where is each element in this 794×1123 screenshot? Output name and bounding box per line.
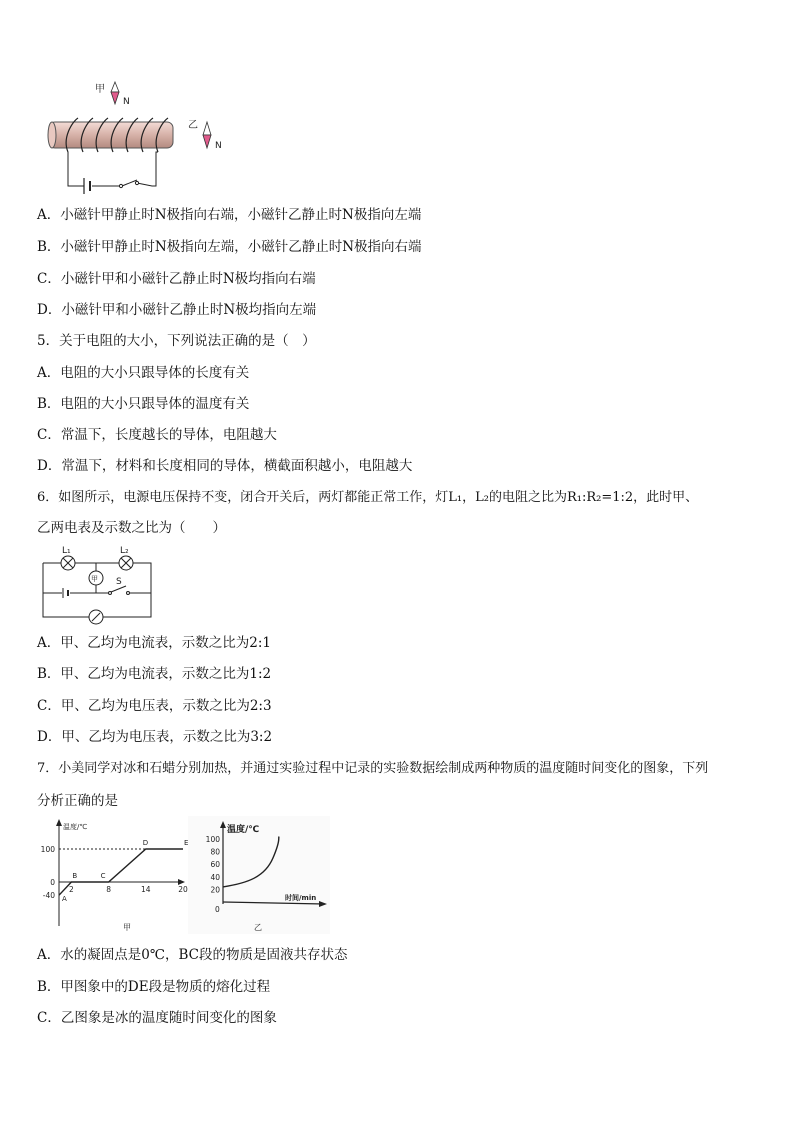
y-axis-label: 温度/℃ [227, 825, 260, 835]
needle-b-label: 乙 [188, 120, 198, 131]
y-axis-arrow [56, 819, 62, 826]
q6-option-d: D．甲、乙均为电压表，示数之比为3:2 [37, 729, 273, 745]
compass-needle-a-icon [111, 82, 119, 104]
y-tick-label: 20 [210, 885, 220, 895]
q6-option-a: A．甲、乙均为电流表，示数之比为2:1 [37, 635, 271, 651]
y-axis-label: 温度/℃ [63, 823, 88, 831]
x-axis-label: 时间/min [285, 894, 317, 902]
circuit-figure [38, 544, 156, 622]
x-tick-label: 8 [106, 885, 111, 894]
chart-jia [37, 816, 187, 934]
series-line [59, 849, 183, 895]
x-tick-label: 14 [141, 885, 151, 894]
needle-b-pole-label: N [215, 141, 222, 151]
q6-option-c: C．甲、乙均为电压表，示数之比为2:3 [37, 698, 272, 714]
switch-icon [109, 586, 130, 595]
q5-stem: 5．关于电阻的大小，下列说法正确的是（ ） [37, 333, 316, 349]
meter-a-label: 甲 [91, 575, 98, 583]
meter-b-icon [89, 610, 103, 624]
lamp-l2-label: L₂ [120, 546, 129, 556]
y-tick-label: 0 [50, 878, 55, 887]
q7-option-c: C．乙图象是冰的温度随时间变化的图象 [37, 1010, 277, 1026]
y-tick-label: 100 [205, 835, 220, 844]
chart-yi [188, 816, 330, 934]
q5-option-b: B．电阻的大小只跟导体的温度有关 [37, 396, 250, 412]
lamp-l2-icon [119, 556, 133, 570]
q4-option-d: D．小磁针甲和小磁针乙静止时N极均指向左端 [37, 302, 317, 318]
q7-option-a: A．水的凝固点是0℃，BC段的物质是固液共存状态 [37, 947, 348, 963]
x-tick-label: 2 [69, 885, 74, 894]
point-label: B [72, 872, 78, 880]
q4-option-c: C．小磁针甲和小磁针乙静止时N极均指向右端 [37, 271, 316, 287]
q7-option-b: B．甲图象中的DE段是物质的熔化过程 [37, 979, 271, 995]
q5-option-a: A．电阻的大小只跟导体的长度有关 [37, 365, 250, 381]
q5-option-c: C．常温下，长度越长的导体，电阻越大 [37, 427, 277, 443]
point-label: D [142, 839, 149, 847]
y-tick-label: 40 [210, 872, 220, 882]
y-tick-label: -40 [42, 891, 55, 901]
q6-option-b: B．甲、乙均为电流表，示数之比为1:2 [37, 666, 272, 682]
point-label: C [100, 872, 106, 880]
q6-stem-line2: 乙两电表及示数之比为（ ） [37, 520, 226, 536]
circuit-wires [68, 152, 158, 186]
point-label: A [62, 895, 67, 904]
lamp-l1-icon [61, 556, 75, 570]
battery-icon [62, 588, 70, 598]
needle-a-label: 甲 [95, 84, 105, 95]
point-label: E [184, 839, 189, 847]
chart-caption: 甲 [123, 923, 131, 932]
q6-stem-line1: 6．如图所示，电源电压保持不变，闭合开关后，两灯都能正常工作，灯L₁，L₂的电阻之比为R₁:R₂=1:2，此时甲、 [37, 490, 699, 505]
q7-stem-line1: 7．小美同学对冰和石蜡分别加热，并通过实验过程中记录的实验数据绘制成两种物质的温度随时间变化的图象，下列 [37, 761, 709, 776]
solenoid-figure [40, 78, 240, 193]
compass-needle-b-icon [203, 122, 211, 148]
battery-icon [84, 178, 90, 194]
q4-option-b: B．小磁针甲静止时N极指向左端，小磁针乙静止时N极指向右端 [37, 239, 422, 255]
q7-stem-line2: 分析正确的是 [37, 793, 118, 809]
needle-a-pole-label: N [123, 97, 130, 107]
x-tick-label: 20 [178, 885, 188, 894]
y-tick-label: 60 [210, 860, 220, 870]
q4-option-a: A．小磁针甲静止时N极指向右端，小磁针乙静止时N极指向左端 [37, 207, 422, 223]
chart-caption: 乙 [254, 923, 262, 932]
switch-icon [119, 180, 138, 188]
origin-label: 0 [215, 905, 220, 914]
q5-option-d: D．常温下，材料和长度相同的导体，横截面积越小，电阻越大 [37, 458, 413, 474]
lamp-l1-label: L₁ [62, 546, 71, 556]
y-tick-label: 100 [40, 845, 55, 854]
switch-label: S [116, 577, 122, 587]
y-tick-label: 80 [210, 847, 220, 857]
